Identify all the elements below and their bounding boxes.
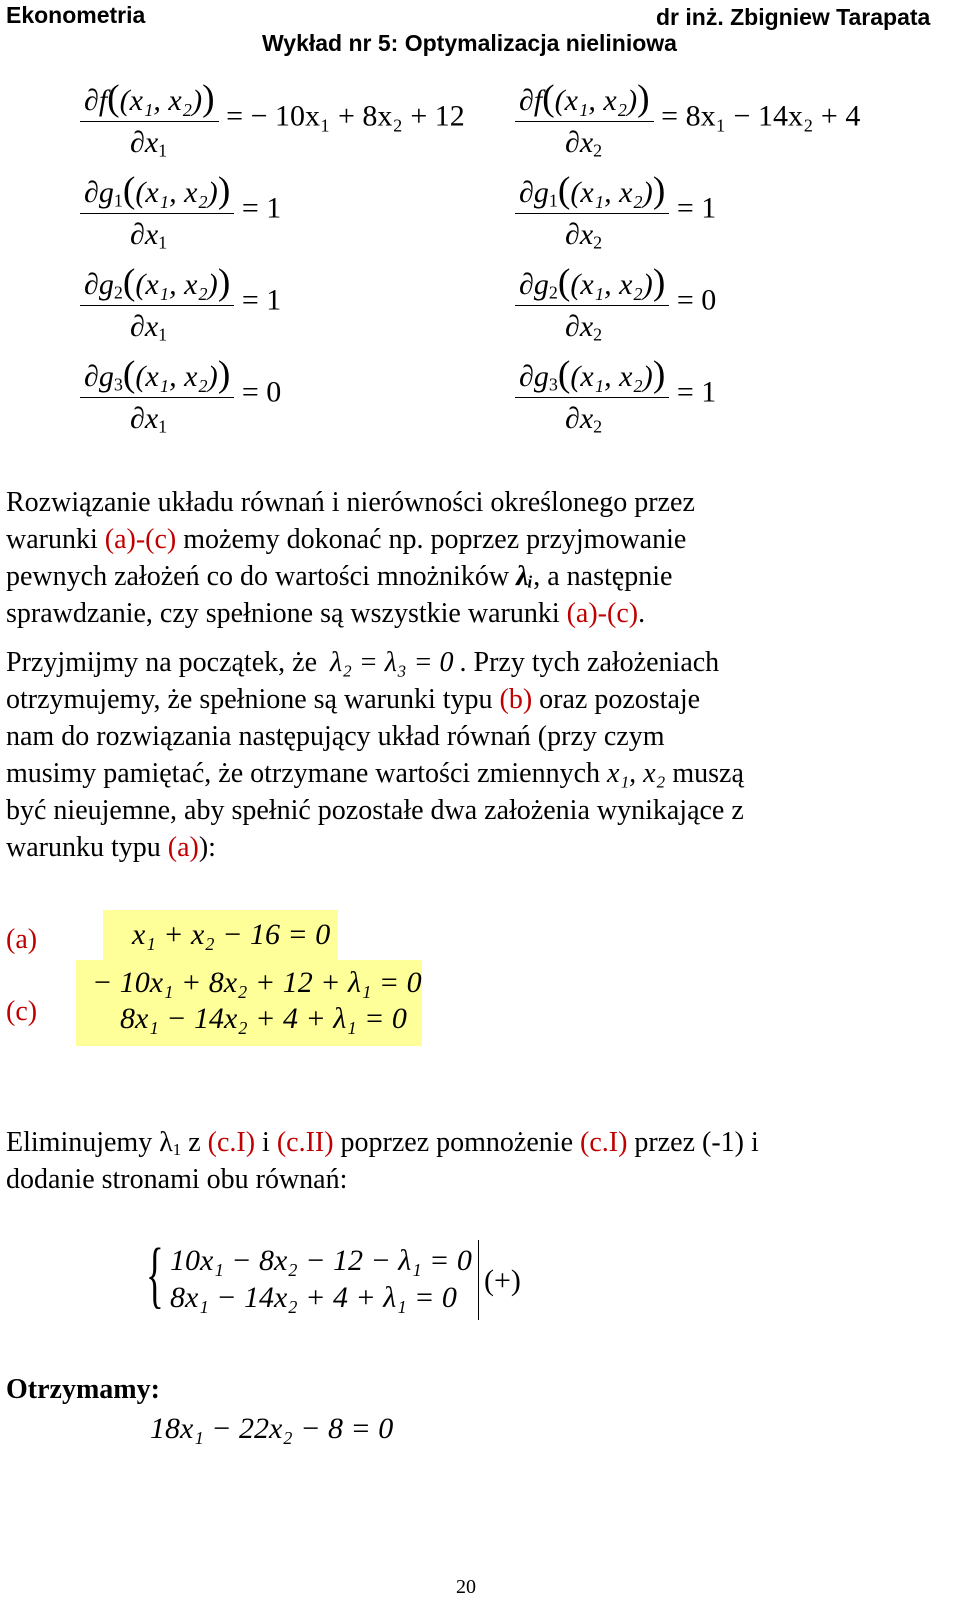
derivative-dg2-dx1: $\frac{\partial g_2((x_1, x_2))}{\partial x_1}$ = 1 (80, 264, 281, 342)
label-a: (a) (6, 924, 38, 955)
elimination-eq1: 10x₁ − 8x₂ − 12 − λ₁ = 0 (170, 1244, 472, 1277)
derivative-df-dx1: $\frac{\text{∂f((x₁, x₂))}}{\partial x_1}$ = − 10x₁ + 8x₂ + 12 (80, 80, 465, 158)
equation-c1: − 10x₁ + 8x₂ + 12 + λ₁ = 0 (92, 966, 422, 999)
equation-a: x₁ + x₂ − 16 = 0 (132, 918, 331, 951)
lecture-title: Wykład nr 5: Optymalizacja nieliniowa (262, 30, 677, 56)
paragraph-3: Eliminujemy $\lambda_1$ z (c.I) i (c.II) poprzez pomnożenie (c.I) przez (-1) i dodanie stronami obu równań: (6, 1127, 759, 1195)
derivative-dg2-dx2: $\frac{\partial g_2((x_1, x_2))}{\partial x_2}$ = 0 (515, 264, 716, 342)
equation-c2: 8x₁ − 14x₂ + 4 + λ₁ = 0 (120, 1002, 407, 1035)
elimination-operator: (+) (484, 1264, 521, 1297)
derivative-dg3-dx1: $\frac{\partial g_3((x_1, x_2))}{\partial x_1}$ = 0 (80, 356, 281, 434)
course-title: Ekonometria (6, 2, 146, 28)
label-c: (c) (6, 996, 38, 1027)
page-number: 20 (456, 1576, 476, 1598)
elimination-eq2: 8x₁ − 14x₂ + 4 + λ₁ = 0 (170, 1281, 457, 1314)
paragraph-1: Rozwiązanie układu równań i nierówności określonego przez warunki (a)-(c) możemy dokonać np. poprzez przyjmowanie pewnych założeń co do wartości mnożników λᵢ, a następnie sprawdzanie, czy spełnione są wszystkie warunki (a)-(c). (6, 487, 695, 629)
author-name: dr inż. Zbigniew Tarapata (656, 4, 931, 30)
derivative-dg1-dx2: $\frac{\partial g_1((x_1, x_2))}{\partial x_2}$ = 1 (515, 172, 716, 250)
paragraph-2: Przyjmijmy na początek, że λ₂ = λ₃ = 0 . Przy tych założeniach otrzymujemy, że spełnione są warunki typu (b) oraz pozostaje nam do rozwiązania następujący układ równań (przy czym musimy pamiętać, że otrzymane wartości zmiennych x₁, x₂ muszą być nieujemne, aby spełnić pozostałe dwa założenia wynikające z warunku typu (a)): (6, 647, 744, 863)
lambda-assumption: λ₂ = λ₃ = 0 (330, 647, 454, 678)
derivative-dg3-dx2: $\frac{\partial g_3((x_1, x_2))}{\partial x_2}$ = 1 (515, 356, 716, 434)
result-label: Otrzymamy: (6, 1374, 160, 1405)
elimination-bar (478, 1240, 479, 1320)
derivative-dg1-dx1: $\frac{\partial g_1((x_1, x_2))}{\partial x_1}$ = 1 (80, 172, 281, 250)
result-equation: 18x₁ − 22x₂ − 8 = 0 (150, 1412, 394, 1445)
brace-icon: { (146, 1234, 164, 1316)
derivative-df-dx2: $\frac{\text{∂f((x₁, x₂))}}{\partial x_2}$ = 8x₁ − 14x₂ + 4 (515, 80, 860, 158)
